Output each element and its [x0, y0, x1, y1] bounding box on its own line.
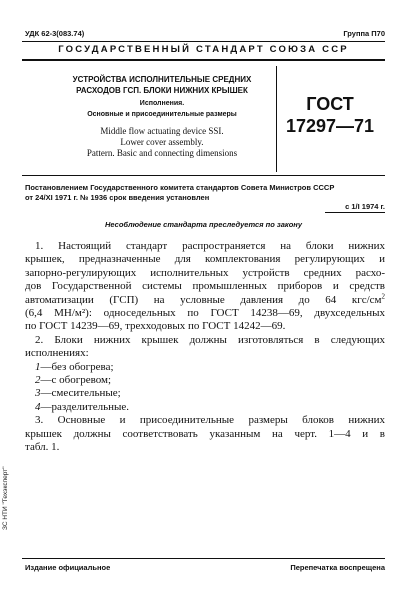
title-ru-line-2: РАСХОДОВ ГСП. БЛОКИ НИЖНИХ КРЫШЕК — [76, 86, 248, 95]
group-code: Группа П70 — [343, 29, 385, 38]
superscript-2: 2 — [381, 291, 385, 300]
p1-line-6: (6,4 МН/м²): односедельных по ГОСТ 14238—69, двухседельных — [25, 307, 385, 320]
p1-line-7: по ГОСТ 14239—69, трехходовых по ГОСТ 14242—69. — [25, 320, 286, 333]
header-bottom-rule — [22, 59, 385, 61]
gost-label: ГОСТ — [306, 94, 354, 114]
list-num: 4 — [35, 400, 41, 413]
title-en-line-2: Lower cover assembly. — [120, 137, 204, 147]
udk-code: УДК 62-3(083.74) — [25, 29, 85, 38]
standard-header: ГОСУДАРСТВЕННЫЙ СТАНДАРТ СОЮЗА ССР — [58, 44, 349, 55]
title-block — [52, 74, 272, 120]
decree-text — [25, 183, 385, 203]
p1-line-1: 1. Настоящий стандарт распространяется на блоки нижних — [35, 240, 385, 252]
p1-line-3: запорно-регулирующих исполнительных устройств средних расхо- — [25, 266, 385, 279]
title-en-line-1: Middle flow actuating device SSI. — [100, 126, 224, 136]
list-item — [25, 387, 385, 400]
list-text: —смесительные; — [40, 387, 121, 400]
list-num: 2 — [35, 374, 41, 387]
list-text: —с обогревом; — [40, 374, 112, 387]
p1-line-5 — [25, 291, 385, 307]
list-item — [25, 374, 385, 387]
list-num: 1 — [35, 360, 41, 373]
footer-left: Издание официальное — [25, 563, 111, 572]
body-text — [25, 240, 385, 455]
list-num: 3 — [35, 387, 41, 400]
footer-rule — [22, 558, 385, 559]
list-item — [25, 361, 385, 374]
decree-line-2: от 24/XI 1971 г. № 1936 срок введения установлен — [25, 193, 210, 202]
list-text: —разделительные. — [40, 400, 129, 413]
p1-line-5-text: автоматизации (ГСП) на условные давления до 64 кгс/см — [25, 293, 382, 306]
p2-line-2: исполнениях: — [25, 347, 89, 360]
p3-line-1: 3. Основные и присоединительные размеры блоков нижних — [35, 414, 385, 427]
title-ru-line-1: УСТРОЙСТВА ИСПОЛНИТЕЛЬНЫЕ СРЕДНИХ — [72, 75, 252, 84]
decree-line-1: Постановлением Государственного комитета стандартов Совета Министров СССР — [25, 183, 335, 192]
p1-line-4: дов Государственной системы промышленных приборов и средств — [25, 280, 385, 293]
p1-line-2: крышек, предназначенные для комплектования регулирующих и — [25, 253, 385, 266]
p2-line-1: 2. Блоки нижних крышек должны изготовляться в следующих — [35, 333, 385, 346]
p3-line-3: табл. 1. — [25, 441, 60, 454]
title-divider — [276, 66, 277, 172]
title-sub-line-1: Исполнения. — [139, 100, 185, 107]
side-note: ЗС НТИ "Техэксперт" — [2, 466, 9, 530]
effective-date: с 1/I 1974 г. — [345, 202, 385, 211]
gost-number: 17297—71 — [285, 116, 375, 136]
list-text: —без обогрева; — [40, 360, 114, 373]
title-en — [52, 126, 272, 159]
title-sub-line-2: Основные и присоединительные размеры — [87, 111, 237, 118]
p3-line-2: крышек должны соответствовать указанным на черт. 1—4 и в — [25, 427, 385, 440]
effective-date-underline — [325, 212, 385, 213]
gost-code — [280, 93, 380, 137]
footer-right: Перепечатка воспрещена — [290, 563, 385, 572]
header-top-rule — [22, 41, 385, 42]
compliance-notice: Несоблюдение стандарта преследуется по закону — [104, 220, 303, 229]
title-bottom-rule — [22, 175, 385, 176]
title-en-line-3: Pattern. Basic and connecting dimensions — [86, 148, 238, 158]
list-item — [25, 401, 385, 414]
